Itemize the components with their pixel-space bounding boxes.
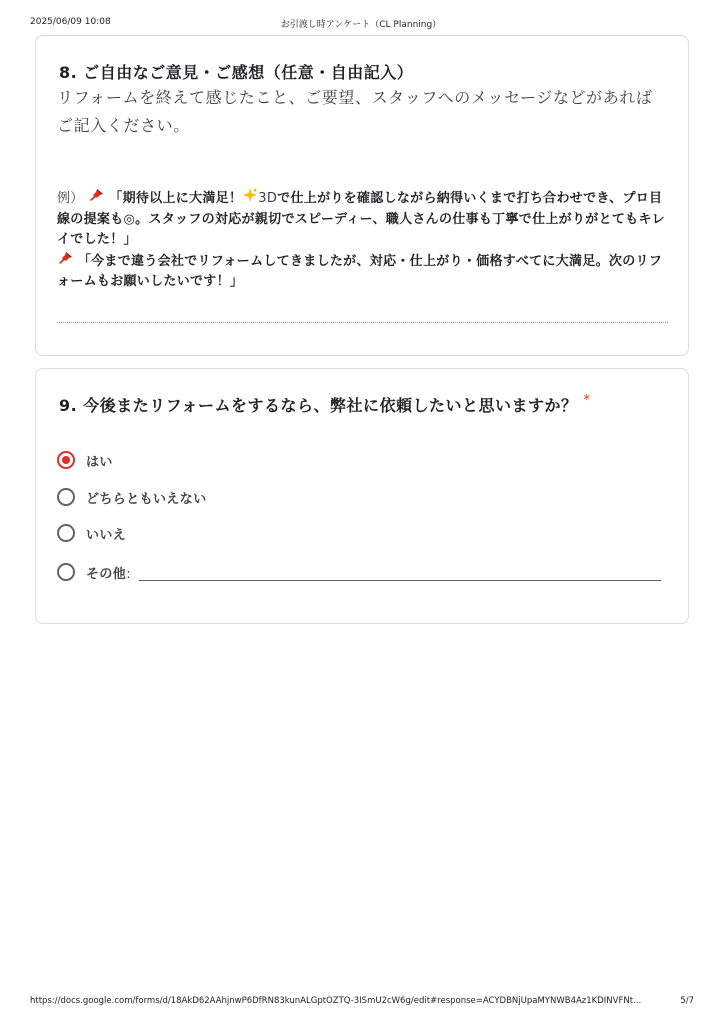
radio-option-yes[interactable] [57, 449, 113, 471]
radio-button-checked[interactable] [57, 451, 75, 469]
pushpin-icon [88, 191, 109, 206]
footer-url: https://docs.google.com/forms/d/18AkD62AAhjnwP6DfRN83kunALGptOZTQ-3ISmU2cW6g/edit#response=ACYDBNjUpaMYNWB4Az1KDINVFNt... [30, 996, 642, 1006]
radio-option-label: どちらともいえない [86, 491, 207, 507]
pushpin-icon [57, 254, 78, 269]
question-8-description: リフォームを終えて感じたこと、ご要望、スタッフへのメッセージなどがあればご記入ください。 [57, 88, 653, 135]
example-1-text-a: 「期待以上に大満足！ [109, 191, 243, 206]
question-card-8 [35, 35, 689, 356]
page-number: 5/7 [680, 996, 694, 1006]
radio-button[interactable] [57, 563, 75, 581]
radio-option-label [86, 563, 131, 582]
sparkle-icon [242, 191, 258, 206]
print-header [0, 17, 722, 33]
question-8-title: 8. ご自由なご意見・ご感想（任意・自由記入） [59, 63, 414, 82]
radio-button[interactable] [57, 524, 75, 542]
example-prefix: 例） [57, 191, 84, 206]
print-footer [0, 996, 722, 1010]
question-8-answer-field[interactable] [57, 322, 668, 323]
radio-button[interactable] [57, 488, 75, 506]
example-1-text-b: で仕上がりを確認しながら納得いくまで打ち合わせでき、プロ目線の提案も◎。スタッフの対応が親切でスピーディー、職人さんの仕事も丁寧で仕上がりがとてもキレイでした！」 [57, 191, 665, 247]
other-label-text: その他 [86, 566, 127, 582]
radio-option-label: いいえ [86, 527, 127, 543]
other-colon: : [126, 566, 131, 582]
radio-option-neutral[interactable] [57, 486, 207, 508]
example-2-text: 「今まで違う会社でリフォームしてきましたが、対応・仕上がり・価格すべてに大満足。次のリフォームもお願いしたいです！」 [57, 253, 663, 289]
question-9-title-text: 9. 今後またリフォームをするなら、弊社に依頼したいと思いますか？ [59, 396, 578, 415]
radio-option-label: はい [86, 454, 113, 470]
required-mark: * [583, 393, 591, 408]
print-page-title: お引渡し時アンケート（CL Planning） [280, 20, 442, 30]
radio-option-other[interactable] [57, 561, 131, 583]
radio-option-no[interactable] [57, 522, 126, 544]
question-card-9 [35, 368, 689, 624]
other-text-input[interactable] [139, 580, 661, 581]
question-9-title [59, 393, 590, 416]
example-1-3d: 3D [258, 191, 278, 206]
print-datetime: 2025/06/09 10:08 [30, 17, 111, 27]
question-8-example [57, 188, 667, 293]
